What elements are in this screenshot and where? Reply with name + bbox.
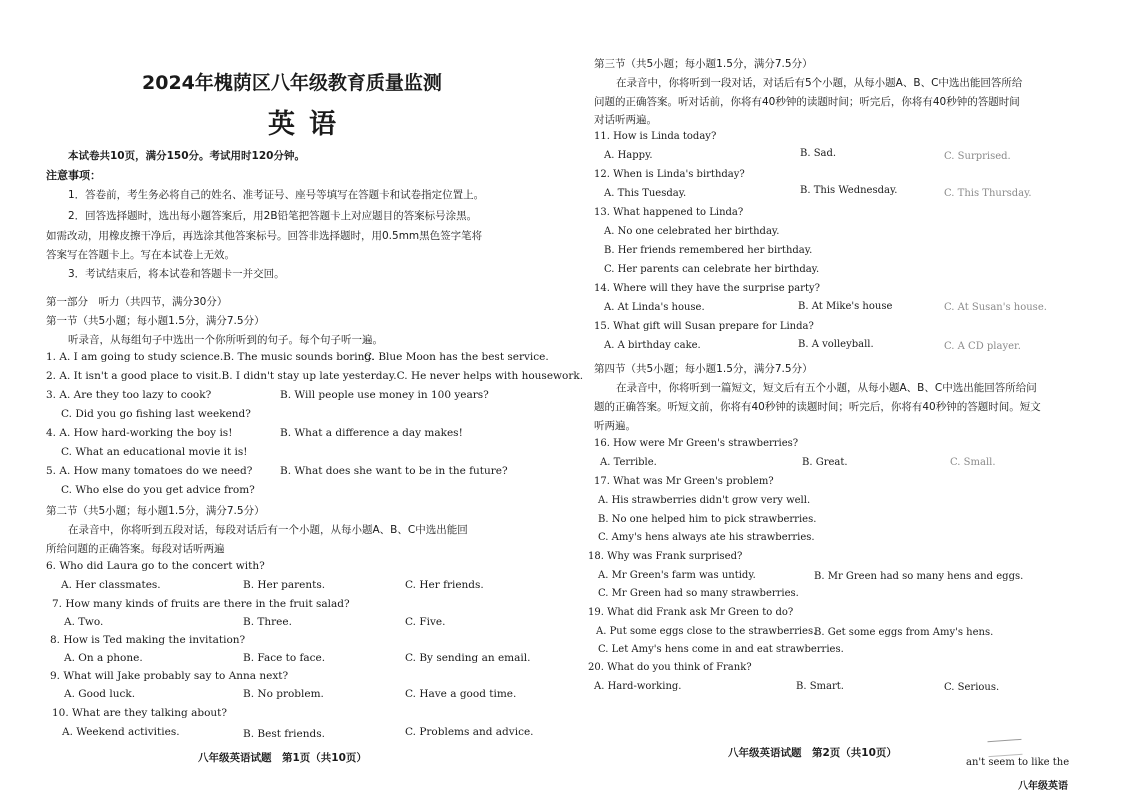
notice-2c: 答案写在答题卡上。写在本试卷上无效。 [46,249,235,261]
question-20-option-a: A. Hard-working. [594,681,682,692]
question-18-option-c: C. Mr Green had so many strawberries. [598,588,799,599]
question-2: 2. A. It isn't a good place to visit.B. I didn't stay up late yesterday.C. He never helps with housework. [46,370,584,382]
question-4-option-c: C. What an educational movie it is! [61,446,248,458]
question-6: 6. Who did Laura go to the concert with? [46,560,265,572]
question-5-option-a: 5. A. How many tomatoes do we need? [46,465,253,477]
section4-instructions-b: 题的正确答案。听短文前，你将有40秒钟的读题时间；听完后，你将有40秒钟的答题时间。短文 [594,401,1041,413]
question-20-option-b: B. Smart. [796,681,844,692]
exam-intro: 本试卷共10页，满分150分。考试用时120分钟。 [68,150,305,162]
question-8-option-c: C. By sending an email. [405,652,531,664]
notice-3: 3．考试结束后，将本试卷和答题卡一并交回。 [68,268,285,280]
question-3-option-c: C. Did you go fishing last weekend? [61,408,251,420]
page-footer-2: 八年级英语试题 第2页（共10页） [728,747,897,759]
question-19-option-a: A. Put some eggs close to the strawberries. [596,626,817,637]
part1-title: 第一部分 听力（共四节，满分30分） [46,296,228,308]
question-17-option-b: B. No one helped him to pick strawberries. [598,514,817,525]
question-16-option-c: C. Small. [950,457,996,468]
page-footer-1: 八年级英语试题 第1页（共10页） [198,752,367,764]
question-17: 17. What was Mr Green's problem? [594,476,774,487]
question-20: 20. What do you think of Frank? [588,662,752,673]
question-18: 18. Why was Frank surprised? [588,551,743,562]
question-16-option-a: A. Terrible. [600,457,657,468]
question-17-option-a: A. His strawberries didn't grow very well. [598,495,811,506]
question-14-option-c: C. At Susan's house. [944,302,1047,313]
question-15-option-b: B. A volleyball. [798,339,874,350]
question-9: 9. What will Jake probably say to Anna next? [50,670,289,682]
question-8-option-b: B. Face to face. [243,652,326,664]
question-16: 16. How were Mr Green's strawberries? [594,438,799,449]
section2-instructions-a: 在录音中，你将听到五段对话，每段对话后有一个小题，从每小题A、B、C中选出能回 [68,524,468,536]
notice-2b: 如需改动，用橡皮擦干净后，再选涂其他答案标号。回答非选择题时，用0.5mm黑色签字笔将 [46,230,483,242]
question-5-option-c: C. Who else do you get advice from? [61,484,255,496]
question-15-option-a: A. A birthday cake. [604,340,701,351]
section4-instructions-c: 听两遍。 [594,420,636,432]
question-7-option-a: A. Two. [64,616,104,628]
question-6-option-c: C. Her friends. [405,579,484,591]
question-1: 1. A. I am going to study science.B. The music sounds boring. [46,351,375,363]
question-15: 15. What gift will Susan prepare for Linda? [594,321,814,332]
bleed-through-text: an't seem to like the [966,757,1070,768]
question-1-option-c: C. Blue Moon has the best service. [364,351,549,363]
question-9-option-b: B. No problem. [243,688,324,700]
question-9-option-c: C. Have a good time. [405,688,517,700]
question-19-option-b: B. Get some eggs from Amy's hens. [814,627,994,638]
question-8-option-a: A. On a phone. [64,652,143,664]
question-13-option-a: A. No one celebrated her birthday. [604,226,780,237]
notice-title: 注意事项： [46,169,101,182]
section4-instructions-a: 在录音中，你将听到一篇短文，短文后有五个小题，从每小题A、B、C中选出能回答所给问 [616,382,1037,394]
question-19: 19. What did Frank ask Mr Green to do? [588,607,794,618]
question-5-option-b: B. What does she want to be in the future? [280,465,508,477]
section3-instructions-c: 对话听两遍。 [594,114,657,126]
question-13: 13. What happened to Linda? [594,207,744,218]
question-18-option-b: B. Mr Green had so many hens and eggs. [814,571,1024,582]
question-20-option-c: C. Serious. [944,682,1000,693]
question-4-option-a: 4. A. How hard-working the boy is! [46,427,233,439]
question-16-option-b: B. Great. [802,457,848,468]
exam-page-2 [560,0,1121,793]
bleed-through-footer: 八年级英语 [1018,781,1068,792]
section2-instructions-b: 所给问题的正确答案。每段对话听两遍 [46,543,225,555]
question-12-option-c: C. This Thursday. [944,188,1032,199]
question-18-option-a: A. Mr Green's farm was untidy. [598,570,756,581]
question-7: 7. How many kinds of fruits are there in the fruit salad? [52,598,350,610]
question-14-option-a: A. At Linda's house. [604,302,705,313]
question-7-option-c: C. Five. [405,616,446,628]
question-6-option-a: A. Her classmates. [61,579,161,591]
question-17-option-c: C. Amy's hens always ate his strawberries. [598,532,815,543]
question-10-option-a: A. Weekend activities. [62,726,180,738]
question-7-option-b: B. Three. [243,616,292,628]
section2-title: 第二节（共5小题；每小题1.5分，满分7.5分） [46,505,265,517]
question-14: 14. Where will they have the surprise party? [594,283,820,294]
notice-1: 1．答卷前，考生务必将自己的姓名、准考证号、座号等填写在答题卡和试卷指定位置上。 [68,189,485,201]
section3-instructions-b: 问题的正确答案。听对话前，你将有40秒钟的读题时间；听完后，你将有40秒钟的答题时间 [594,96,1020,108]
question-10-option-c: C. Problems and advice. [405,726,534,738]
question-3-option-a: 3. A. Are they too lazy to cook? [46,389,212,401]
question-13-option-c: C. Her parents can celebrate her birthday. [604,264,820,275]
question-6-option-b: B. Her parents. [243,579,326,591]
question-15-option-c: C. A CD player. [944,341,1021,352]
question-10-option-b: B. Best friends. [243,728,325,740]
section3-title: 第三节（共5小题；每小题1.5分，满分7.5分） [594,58,813,70]
notice-2a: 2．回答选择题时，选出每小题答案后，用2B铅笔把答题卡上对应题目的答案标号涂黑。 [68,210,478,222]
question-11-option-b: B. Sad. [800,148,837,159]
question-11-option-c: C. Surprised. [944,151,1011,162]
question-11: 11. How is Linda today? [594,131,717,142]
question-14-option-b: B. At Mike's house [798,301,893,312]
question-3-option-b: B. Will people use money in 100 years? [280,389,489,401]
section1-instructions: 听录音，从每组句子中选出一个你所听到的句子。每个句子听一遍。 [68,334,383,346]
section3-instructions-a: 在录音中，你将听到一段对话，对话后有5个小题，从每小题A、B、C中选出能回答所给 [616,77,1023,89]
question-13-option-b: B. Her friends remembered her birthday. [604,245,813,256]
question-12-option-b: B. This Wednesday. [800,185,898,196]
question-8: 8. How is Ted making the invitation? [50,634,246,646]
question-9-option-a: A. Good luck. [64,688,136,700]
question-10: 10. What are they talking about? [52,707,227,719]
question-19-option-c: C. Let Amy's hens come in and eat strawberries. [598,644,844,655]
pen-scribble [987,739,1022,757]
subject-title: 英语 [268,109,350,140]
question-12-option-a: A. This Tuesday. [604,188,687,199]
question-4-option-b: B. What a difference a day makes! [280,427,463,439]
exam-title: 2024年槐荫区八年级教育质量监测 [142,72,442,94]
question-12: 12. When is Linda's birthday? [594,169,745,180]
section1-title: 第一节（共5小题；每小题1.5分，满分7.5分） [46,315,265,327]
section4-title: 第四节（共5小题；每小题1.5分，满分7.5分） [594,363,813,375]
question-11-option-a: A. Happy. [604,150,653,161]
